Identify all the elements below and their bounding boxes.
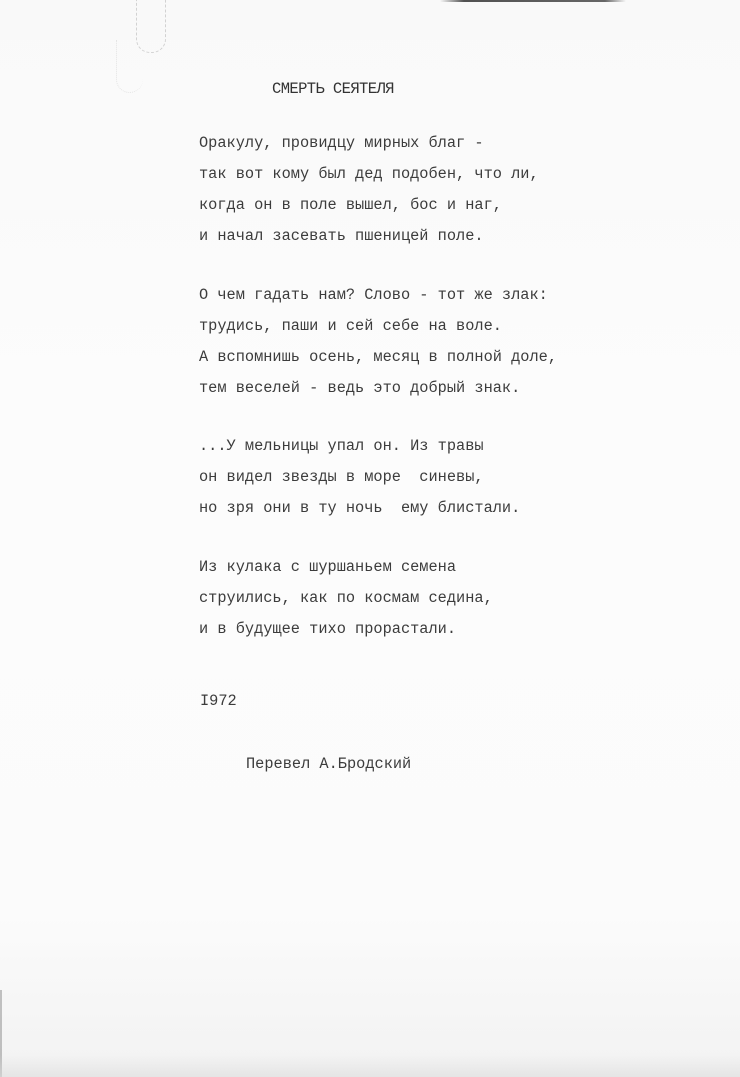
poem-line: ...У мельницы упал он. Из травы [199, 437, 484, 455]
page-bottom-shade [0, 1055, 740, 1077]
poem-line: так вот кому был дед подобен, что ли, [199, 165, 539, 183]
page-top-edge-shadow [440, 0, 740, 2]
poem-year: I972 [200, 692, 237, 710]
poem-line: трудись, паши и сей себе на воле. [199, 317, 502, 335]
stanza-3 [199, 431, 520, 524]
poem-line: Оракулу, провидцу мирных благ - [199, 134, 484, 152]
poem-line: О чем гадать нам? Слово - тот же злак: [199, 286, 548, 304]
staple-shadow [116, 40, 143, 93]
poem-line: но зря они в ту ночь ему блистали. [199, 499, 521, 517]
poem-line: Из кулака с шуршаньем семена [199, 558, 457, 576]
stanza-2 [199, 280, 557, 404]
stanza-4 [199, 552, 493, 645]
poem-line: струились, как по космам седина, [199, 589, 493, 607]
poem-line: тем веселей - ведь это добрый знак. [199, 379, 521, 397]
stanza-1 [199, 128, 539, 252]
poem-line: он видел звезды в море синевы, [199, 468, 484, 486]
poem-line: и в будущее тихо прорастали. [199, 620, 457, 638]
poem-line: когда он в поле вышел, бос и наг, [199, 196, 502, 214]
poem-line: А вспомнишь осень, месяц в полной доле, [199, 348, 558, 366]
poem-title: СМЕРТЬ СЕЯТЕЛЯ [272, 80, 394, 98]
poem-line: и начал засевать пшеницей поле. [199, 227, 484, 245]
translator-credit: Перевел А.Бродский [246, 755, 412, 773]
